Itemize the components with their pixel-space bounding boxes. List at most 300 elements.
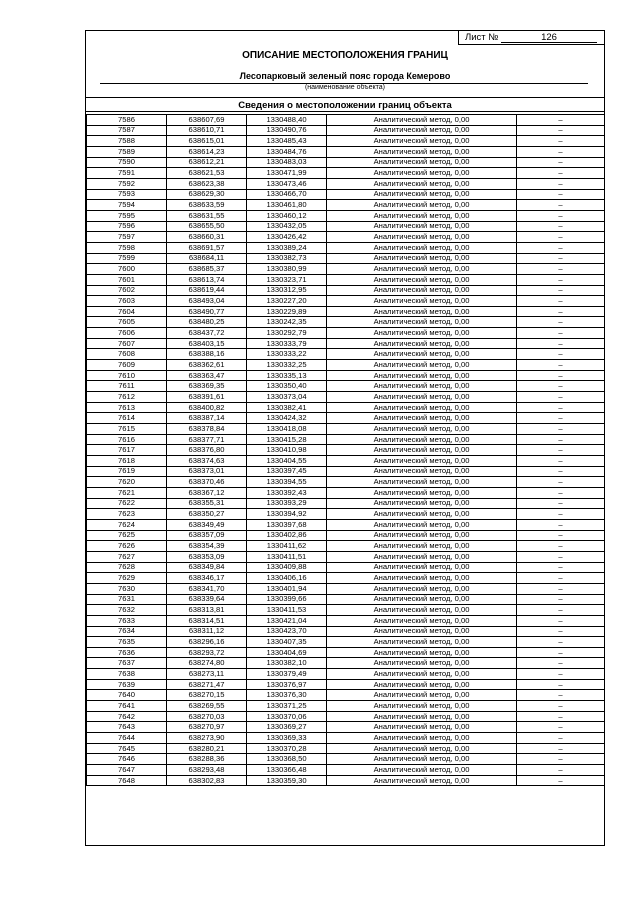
point-number: 7592 bbox=[87, 178, 167, 189]
x-coordinate: 638293,48 bbox=[167, 765, 247, 776]
method-cell: Аналитический метод, 0,00 bbox=[327, 200, 517, 211]
dash-cell: – bbox=[517, 775, 605, 786]
point-number: 7640 bbox=[87, 690, 167, 701]
table-row bbox=[87, 424, 605, 435]
x-coordinate: 638349,84 bbox=[167, 562, 247, 573]
x-coordinate: 638362,61 bbox=[167, 360, 247, 371]
x-coordinate: 638314,51 bbox=[167, 615, 247, 626]
table-row bbox=[87, 669, 605, 680]
method-cell: Аналитический метод, 0,00 bbox=[327, 370, 517, 381]
point-number: 7647 bbox=[87, 765, 167, 776]
y-coordinate: 1330382,73 bbox=[247, 253, 327, 264]
table-row bbox=[87, 338, 605, 349]
table-row bbox=[87, 530, 605, 541]
table-row bbox=[87, 509, 605, 520]
point-number: 7623 bbox=[87, 509, 167, 520]
table-row bbox=[87, 317, 605, 328]
y-coordinate: 1330394,55 bbox=[247, 477, 327, 488]
point-number: 7648 bbox=[87, 775, 167, 786]
method-cell: Аналитический метод, 0,00 bbox=[327, 242, 517, 253]
point-number: 7635 bbox=[87, 637, 167, 648]
method-cell: Аналитический метод, 0,00 bbox=[327, 360, 517, 371]
table-row bbox=[87, 594, 605, 605]
point-number: 7606 bbox=[87, 328, 167, 339]
dash-cell: – bbox=[517, 189, 605, 200]
x-coordinate: 638367,12 bbox=[167, 487, 247, 498]
point-number: 7637 bbox=[87, 658, 167, 669]
dash-cell: – bbox=[517, 519, 605, 530]
x-coordinate: 638619,44 bbox=[167, 285, 247, 296]
dash-cell: – bbox=[517, 274, 605, 285]
point-number: 7594 bbox=[87, 200, 167, 211]
point-number: 7624 bbox=[87, 519, 167, 530]
table-row bbox=[87, 434, 605, 445]
method-cell: Аналитический метод, 0,00 bbox=[327, 658, 517, 669]
document-title: ОПИСАНИЕ МЕСТОПОЛОЖЕНИЯ ГРАНИЦ bbox=[242, 50, 448, 61]
method-cell: Аналитический метод, 0,00 bbox=[327, 338, 517, 349]
table-row bbox=[87, 253, 605, 264]
y-coordinate: 1330382,10 bbox=[247, 658, 327, 669]
method-cell: Аналитический метод, 0,00 bbox=[327, 424, 517, 435]
x-coordinate: 638346,17 bbox=[167, 573, 247, 584]
method-cell: Аналитический метод, 0,00 bbox=[327, 583, 517, 594]
method-cell: Аналитический метод, 0,00 bbox=[327, 562, 517, 573]
method-cell: Аналитический метод, 0,00 bbox=[327, 178, 517, 189]
x-coordinate: 638378,84 bbox=[167, 424, 247, 435]
x-coordinate: 638280,21 bbox=[167, 743, 247, 754]
x-coordinate: 638376,80 bbox=[167, 445, 247, 456]
point-number: 7599 bbox=[87, 253, 167, 264]
table-row bbox=[87, 349, 605, 360]
point-number: 7625 bbox=[87, 530, 167, 541]
point-number: 7596 bbox=[87, 221, 167, 232]
method-cell: Аналитический метод, 0,00 bbox=[327, 754, 517, 765]
method-cell: Аналитический метод, 0,00 bbox=[327, 711, 517, 722]
method-cell: Аналитический метод, 0,00 bbox=[327, 637, 517, 648]
x-coordinate: 638349,49 bbox=[167, 519, 247, 530]
y-coordinate: 1330418,08 bbox=[247, 424, 327, 435]
method-cell: Аналитический метод, 0,00 bbox=[327, 157, 517, 168]
method-cell: Аналитический метод, 0,00 bbox=[327, 402, 517, 413]
y-coordinate: 1330371,25 bbox=[247, 701, 327, 712]
point-number: 7610 bbox=[87, 370, 167, 381]
x-coordinate: 638370,46 bbox=[167, 477, 247, 488]
point-number: 7587 bbox=[87, 125, 167, 136]
point-number: 7605 bbox=[87, 317, 167, 328]
section-title: Сведения о местоположении границ объекта bbox=[86, 97, 604, 112]
point-number: 7627 bbox=[87, 551, 167, 562]
point-number: 7638 bbox=[87, 669, 167, 680]
x-coordinate: 638437,72 bbox=[167, 328, 247, 339]
y-coordinate: 1330323,71 bbox=[247, 274, 327, 285]
method-cell: Аналитический метод, 0,00 bbox=[327, 285, 517, 296]
y-coordinate: 1330424,32 bbox=[247, 413, 327, 424]
x-coordinate: 638311,12 bbox=[167, 626, 247, 637]
table-row bbox=[87, 115, 605, 126]
method-cell: Аналитический метод, 0,00 bbox=[327, 306, 517, 317]
table-row bbox=[87, 605, 605, 616]
dash-cell: – bbox=[517, 253, 605, 264]
dash-cell: – bbox=[517, 210, 605, 221]
point-number: 7590 bbox=[87, 157, 167, 168]
sheet-label: Лист № bbox=[465, 32, 499, 43]
y-coordinate: 1330333,22 bbox=[247, 349, 327, 360]
dash-cell: – bbox=[517, 360, 605, 371]
y-coordinate: 1330370,06 bbox=[247, 711, 327, 722]
method-cell: Аналитический метод, 0,00 bbox=[327, 615, 517, 626]
point-number: 7639 bbox=[87, 679, 167, 690]
dash-cell: – bbox=[517, 200, 605, 211]
table-row bbox=[87, 445, 605, 456]
x-coordinate: 638490,77 bbox=[167, 306, 247, 317]
point-number: 7593 bbox=[87, 189, 167, 200]
method-cell: Аналитический метод, 0,00 bbox=[327, 392, 517, 403]
method-cell: Аналитический метод, 0,00 bbox=[327, 349, 517, 360]
point-number: 7601 bbox=[87, 274, 167, 285]
method-cell: Аналитический метод, 0,00 bbox=[327, 605, 517, 616]
x-coordinate: 638369,35 bbox=[167, 381, 247, 392]
y-coordinate: 1330394,92 bbox=[247, 509, 327, 520]
dash-cell: – bbox=[517, 402, 605, 413]
table-row bbox=[87, 189, 605, 200]
y-coordinate: 1330379,49 bbox=[247, 669, 327, 680]
y-coordinate: 1330369,27 bbox=[247, 722, 327, 733]
dash-cell: – bbox=[517, 413, 605, 424]
point-number: 7614 bbox=[87, 413, 167, 424]
x-coordinate: 638296,16 bbox=[167, 637, 247, 648]
method-cell: Аналитический метод, 0,00 bbox=[327, 456, 517, 467]
x-coordinate: 638373,01 bbox=[167, 466, 247, 477]
dash-cell: – bbox=[517, 573, 605, 584]
table-row bbox=[87, 178, 605, 189]
table-row bbox=[87, 360, 605, 371]
y-coordinate: 1330399,66 bbox=[247, 594, 327, 605]
y-coordinate: 1330312,95 bbox=[247, 285, 327, 296]
method-cell: Аналитический метод, 0,00 bbox=[327, 221, 517, 232]
dash-cell: – bbox=[517, 487, 605, 498]
method-cell: Аналитический метод, 0,00 bbox=[327, 136, 517, 147]
table-row bbox=[87, 125, 605, 136]
x-coordinate: 638363,47 bbox=[167, 370, 247, 381]
dash-cell: – bbox=[517, 754, 605, 765]
method-cell: Аналитический метод, 0,00 bbox=[327, 466, 517, 477]
dash-cell: – bbox=[517, 338, 605, 349]
dash-cell: – bbox=[517, 733, 605, 744]
y-coordinate: 1330402,86 bbox=[247, 530, 327, 541]
object-name: Лесопарковый зеленый пояс города Кемерово bbox=[239, 71, 451, 81]
method-cell: Аналитический метод, 0,00 bbox=[327, 722, 517, 733]
method-cell: Аналитический метод, 0,00 bbox=[327, 733, 517, 744]
dash-cell: – bbox=[517, 551, 605, 562]
dash-cell: – bbox=[517, 615, 605, 626]
method-cell: Аналитический метод, 0,00 bbox=[327, 669, 517, 680]
method-cell: Аналитический метод, 0,00 bbox=[327, 264, 517, 275]
y-coordinate: 1330376,30 bbox=[247, 690, 327, 701]
y-coordinate: 1330397,45 bbox=[247, 466, 327, 477]
dash-cell: – bbox=[517, 136, 605, 147]
x-coordinate: 638341,70 bbox=[167, 583, 247, 594]
point-number: 7631 bbox=[87, 594, 167, 605]
table-row bbox=[87, 498, 605, 509]
x-coordinate: 638685,37 bbox=[167, 264, 247, 275]
point-number: 7642 bbox=[87, 711, 167, 722]
dash-cell: – bbox=[517, 456, 605, 467]
method-cell: Аналитический метод, 0,00 bbox=[327, 647, 517, 658]
method-cell: Аналитический метод, 0,00 bbox=[327, 775, 517, 786]
dash-cell: – bbox=[517, 317, 605, 328]
x-coordinate: 638270,03 bbox=[167, 711, 247, 722]
dash-cell: – bbox=[517, 424, 605, 435]
point-number: 7643 bbox=[87, 722, 167, 733]
point-number: 7612 bbox=[87, 392, 167, 403]
dash-cell: – bbox=[517, 562, 605, 573]
y-coordinate: 1330411,53 bbox=[247, 605, 327, 616]
method-cell: Аналитический метод, 0,00 bbox=[327, 328, 517, 339]
method-cell: Аналитический метод, 0,00 bbox=[327, 626, 517, 637]
table-row bbox=[87, 146, 605, 157]
dash-cell: – bbox=[517, 583, 605, 594]
y-coordinate: 1330227,20 bbox=[247, 296, 327, 307]
point-number: 7618 bbox=[87, 456, 167, 467]
table-row bbox=[87, 658, 605, 669]
method-cell: Аналитический метод, 0,00 bbox=[327, 232, 517, 243]
dash-cell: – bbox=[517, 296, 605, 307]
point-number: 7632 bbox=[87, 605, 167, 616]
table-row bbox=[87, 136, 605, 147]
dash-cell: – bbox=[517, 328, 605, 339]
dash-cell: – bbox=[517, 157, 605, 168]
y-coordinate: 1330406,16 bbox=[247, 573, 327, 584]
method-cell: Аналитический метод, 0,00 bbox=[327, 445, 517, 456]
x-coordinate: 638293,72 bbox=[167, 647, 247, 658]
method-cell: Аналитический метод, 0,00 bbox=[327, 296, 517, 307]
method-cell: Аналитический метод, 0,00 bbox=[327, 509, 517, 520]
y-coordinate: 1330404,55 bbox=[247, 456, 327, 467]
point-number: 7595 bbox=[87, 210, 167, 221]
x-coordinate: 638621,53 bbox=[167, 168, 247, 179]
dash-cell: – bbox=[517, 178, 605, 189]
dash-cell: – bbox=[517, 498, 605, 509]
x-coordinate: 638388,16 bbox=[167, 349, 247, 360]
method-cell: Аналитический метод, 0,00 bbox=[327, 551, 517, 562]
dash-cell: – bbox=[517, 594, 605, 605]
y-coordinate: 1330370,28 bbox=[247, 743, 327, 754]
method-cell: Аналитический метод, 0,00 bbox=[327, 317, 517, 328]
table-row bbox=[87, 573, 605, 584]
y-coordinate: 1330466,70 bbox=[247, 189, 327, 200]
y-coordinate: 1330484,76 bbox=[247, 146, 327, 157]
method-cell: Аналитический метод, 0,00 bbox=[327, 701, 517, 712]
dash-cell: – bbox=[517, 679, 605, 690]
sheet-number: 126 bbox=[501, 31, 597, 43]
y-coordinate: 1330473,46 bbox=[247, 178, 327, 189]
dash-cell: – bbox=[517, 221, 605, 232]
point-number: 7615 bbox=[87, 424, 167, 435]
point-number: 7622 bbox=[87, 498, 167, 509]
y-coordinate: 1330421,04 bbox=[247, 615, 327, 626]
table-row bbox=[87, 562, 605, 573]
table-row bbox=[87, 285, 605, 296]
dash-cell: – bbox=[517, 381, 605, 392]
point-number: 7591 bbox=[87, 168, 167, 179]
point-number: 7629 bbox=[87, 573, 167, 584]
table-row bbox=[87, 690, 605, 701]
table-row bbox=[87, 296, 605, 307]
x-coordinate: 638302,83 bbox=[167, 775, 247, 786]
dash-cell: – bbox=[517, 647, 605, 658]
dash-cell: – bbox=[517, 711, 605, 722]
table-row bbox=[87, 264, 605, 275]
x-coordinate: 638339,64 bbox=[167, 594, 247, 605]
y-coordinate: 1330393,29 bbox=[247, 498, 327, 509]
point-number: 7607 bbox=[87, 338, 167, 349]
dash-cell: – bbox=[517, 605, 605, 616]
dash-cell: – bbox=[517, 349, 605, 360]
method-cell: Аналитический метод, 0,00 bbox=[327, 413, 517, 424]
point-number: 7636 bbox=[87, 647, 167, 658]
dash-cell: – bbox=[517, 146, 605, 157]
x-coordinate: 638288,36 bbox=[167, 754, 247, 765]
table-row bbox=[87, 210, 605, 221]
y-coordinate: 1330404,69 bbox=[247, 647, 327, 658]
dash-cell: – bbox=[517, 690, 605, 701]
method-cell: Аналитический метод, 0,00 bbox=[327, 115, 517, 126]
dash-cell: – bbox=[517, 658, 605, 669]
x-coordinate: 638271,47 bbox=[167, 679, 247, 690]
point-number: 7626 bbox=[87, 541, 167, 552]
table-row bbox=[87, 722, 605, 733]
table-row bbox=[87, 647, 605, 658]
y-coordinate: 1330461,80 bbox=[247, 200, 327, 211]
dash-cell: – bbox=[517, 669, 605, 680]
x-coordinate: 638613,74 bbox=[167, 274, 247, 285]
table-row bbox=[87, 274, 605, 285]
x-coordinate: 638270,97 bbox=[167, 722, 247, 733]
dash-cell: – bbox=[517, 626, 605, 637]
point-number: 7602 bbox=[87, 285, 167, 296]
table-row bbox=[87, 466, 605, 477]
table-row bbox=[87, 637, 605, 648]
point-number: 7597 bbox=[87, 232, 167, 243]
dash-cell: – bbox=[517, 477, 605, 488]
method-cell: Аналитический метод, 0,00 bbox=[327, 573, 517, 584]
y-coordinate: 1330332,25 bbox=[247, 360, 327, 371]
sheet-number-box bbox=[458, 31, 604, 45]
x-coordinate: 638629,30 bbox=[167, 189, 247, 200]
table-row bbox=[87, 711, 605, 722]
table-row bbox=[87, 541, 605, 552]
point-number: 7630 bbox=[87, 583, 167, 594]
method-cell: Аналитический метод, 0,00 bbox=[327, 679, 517, 690]
x-coordinate: 638391,61 bbox=[167, 392, 247, 403]
method-cell: Аналитический метод, 0,00 bbox=[327, 541, 517, 552]
dash-cell: – bbox=[517, 466, 605, 477]
x-coordinate: 638374,63 bbox=[167, 456, 247, 467]
y-coordinate: 1330382,41 bbox=[247, 402, 327, 413]
x-coordinate: 638357,09 bbox=[167, 530, 247, 541]
y-coordinate: 1330229,89 bbox=[247, 306, 327, 317]
x-coordinate: 638350,27 bbox=[167, 509, 247, 520]
table-row bbox=[87, 743, 605, 754]
dash-cell: – bbox=[517, 115, 605, 126]
y-coordinate: 1330366,48 bbox=[247, 765, 327, 776]
table-row bbox=[87, 402, 605, 413]
method-cell: Аналитический метод, 0,00 bbox=[327, 477, 517, 488]
table-row bbox=[87, 679, 605, 690]
method-cell: Аналитический метод, 0,00 bbox=[327, 434, 517, 445]
method-cell: Аналитический метод, 0,00 bbox=[327, 690, 517, 701]
dash-cell: – bbox=[517, 370, 605, 381]
y-coordinate: 1330369,33 bbox=[247, 733, 327, 744]
table-row bbox=[87, 477, 605, 488]
point-number: 7598 bbox=[87, 242, 167, 253]
point-number: 7586 bbox=[87, 115, 167, 126]
dash-cell: – bbox=[517, 232, 605, 243]
dash-cell: – bbox=[517, 264, 605, 275]
x-coordinate: 638354,39 bbox=[167, 541, 247, 552]
method-cell: Аналитический метод, 0,00 bbox=[327, 189, 517, 200]
dash-cell: – bbox=[517, 445, 605, 456]
y-coordinate: 1330411,51 bbox=[247, 551, 327, 562]
x-coordinate: 638691,57 bbox=[167, 242, 247, 253]
y-coordinate: 1330333,79 bbox=[247, 338, 327, 349]
method-cell: Аналитический метод, 0,00 bbox=[327, 210, 517, 221]
table-row bbox=[87, 232, 605, 243]
point-number: 7620 bbox=[87, 477, 167, 488]
point-number: 7589 bbox=[87, 146, 167, 157]
dash-cell: – bbox=[517, 541, 605, 552]
point-number: 7613 bbox=[87, 402, 167, 413]
x-coordinate: 638493,04 bbox=[167, 296, 247, 307]
x-coordinate: 638387,14 bbox=[167, 413, 247, 424]
point-number: 7604 bbox=[87, 306, 167, 317]
x-coordinate: 638270,15 bbox=[167, 690, 247, 701]
table-row bbox=[87, 306, 605, 317]
table-row bbox=[87, 381, 605, 392]
y-coordinate: 1330397,68 bbox=[247, 519, 327, 530]
x-coordinate: 638631,55 bbox=[167, 210, 247, 221]
x-coordinate: 638655,50 bbox=[167, 221, 247, 232]
point-number: 7600 bbox=[87, 264, 167, 275]
point-number: 7646 bbox=[87, 754, 167, 765]
table-row bbox=[87, 413, 605, 424]
table-row bbox=[87, 733, 605, 744]
dash-cell: – bbox=[517, 125, 605, 136]
table-row bbox=[87, 487, 605, 498]
table-row bbox=[87, 168, 605, 179]
table-row bbox=[87, 626, 605, 637]
y-coordinate: 1330242,35 bbox=[247, 317, 327, 328]
dash-cell: – bbox=[517, 242, 605, 253]
point-number: 7644 bbox=[87, 733, 167, 744]
table-row bbox=[87, 551, 605, 562]
method-cell: Аналитический метод, 0,00 bbox=[327, 381, 517, 392]
x-coordinate: 638273,90 bbox=[167, 733, 247, 744]
y-coordinate: 1330380,99 bbox=[247, 264, 327, 275]
coordinates-table bbox=[86, 114, 605, 786]
dash-cell: – bbox=[517, 722, 605, 733]
x-coordinate: 638623,38 bbox=[167, 178, 247, 189]
point-number: 7641 bbox=[87, 701, 167, 712]
x-coordinate: 638615,01 bbox=[167, 136, 247, 147]
y-coordinate: 1330415,28 bbox=[247, 434, 327, 445]
x-coordinate: 638610,71 bbox=[167, 125, 247, 136]
x-coordinate: 638612,21 bbox=[167, 157, 247, 168]
y-coordinate: 1330490,76 bbox=[247, 125, 327, 136]
x-coordinate: 638403,15 bbox=[167, 338, 247, 349]
x-coordinate: 638355,31 bbox=[167, 498, 247, 509]
y-coordinate: 1330432,05 bbox=[247, 221, 327, 232]
